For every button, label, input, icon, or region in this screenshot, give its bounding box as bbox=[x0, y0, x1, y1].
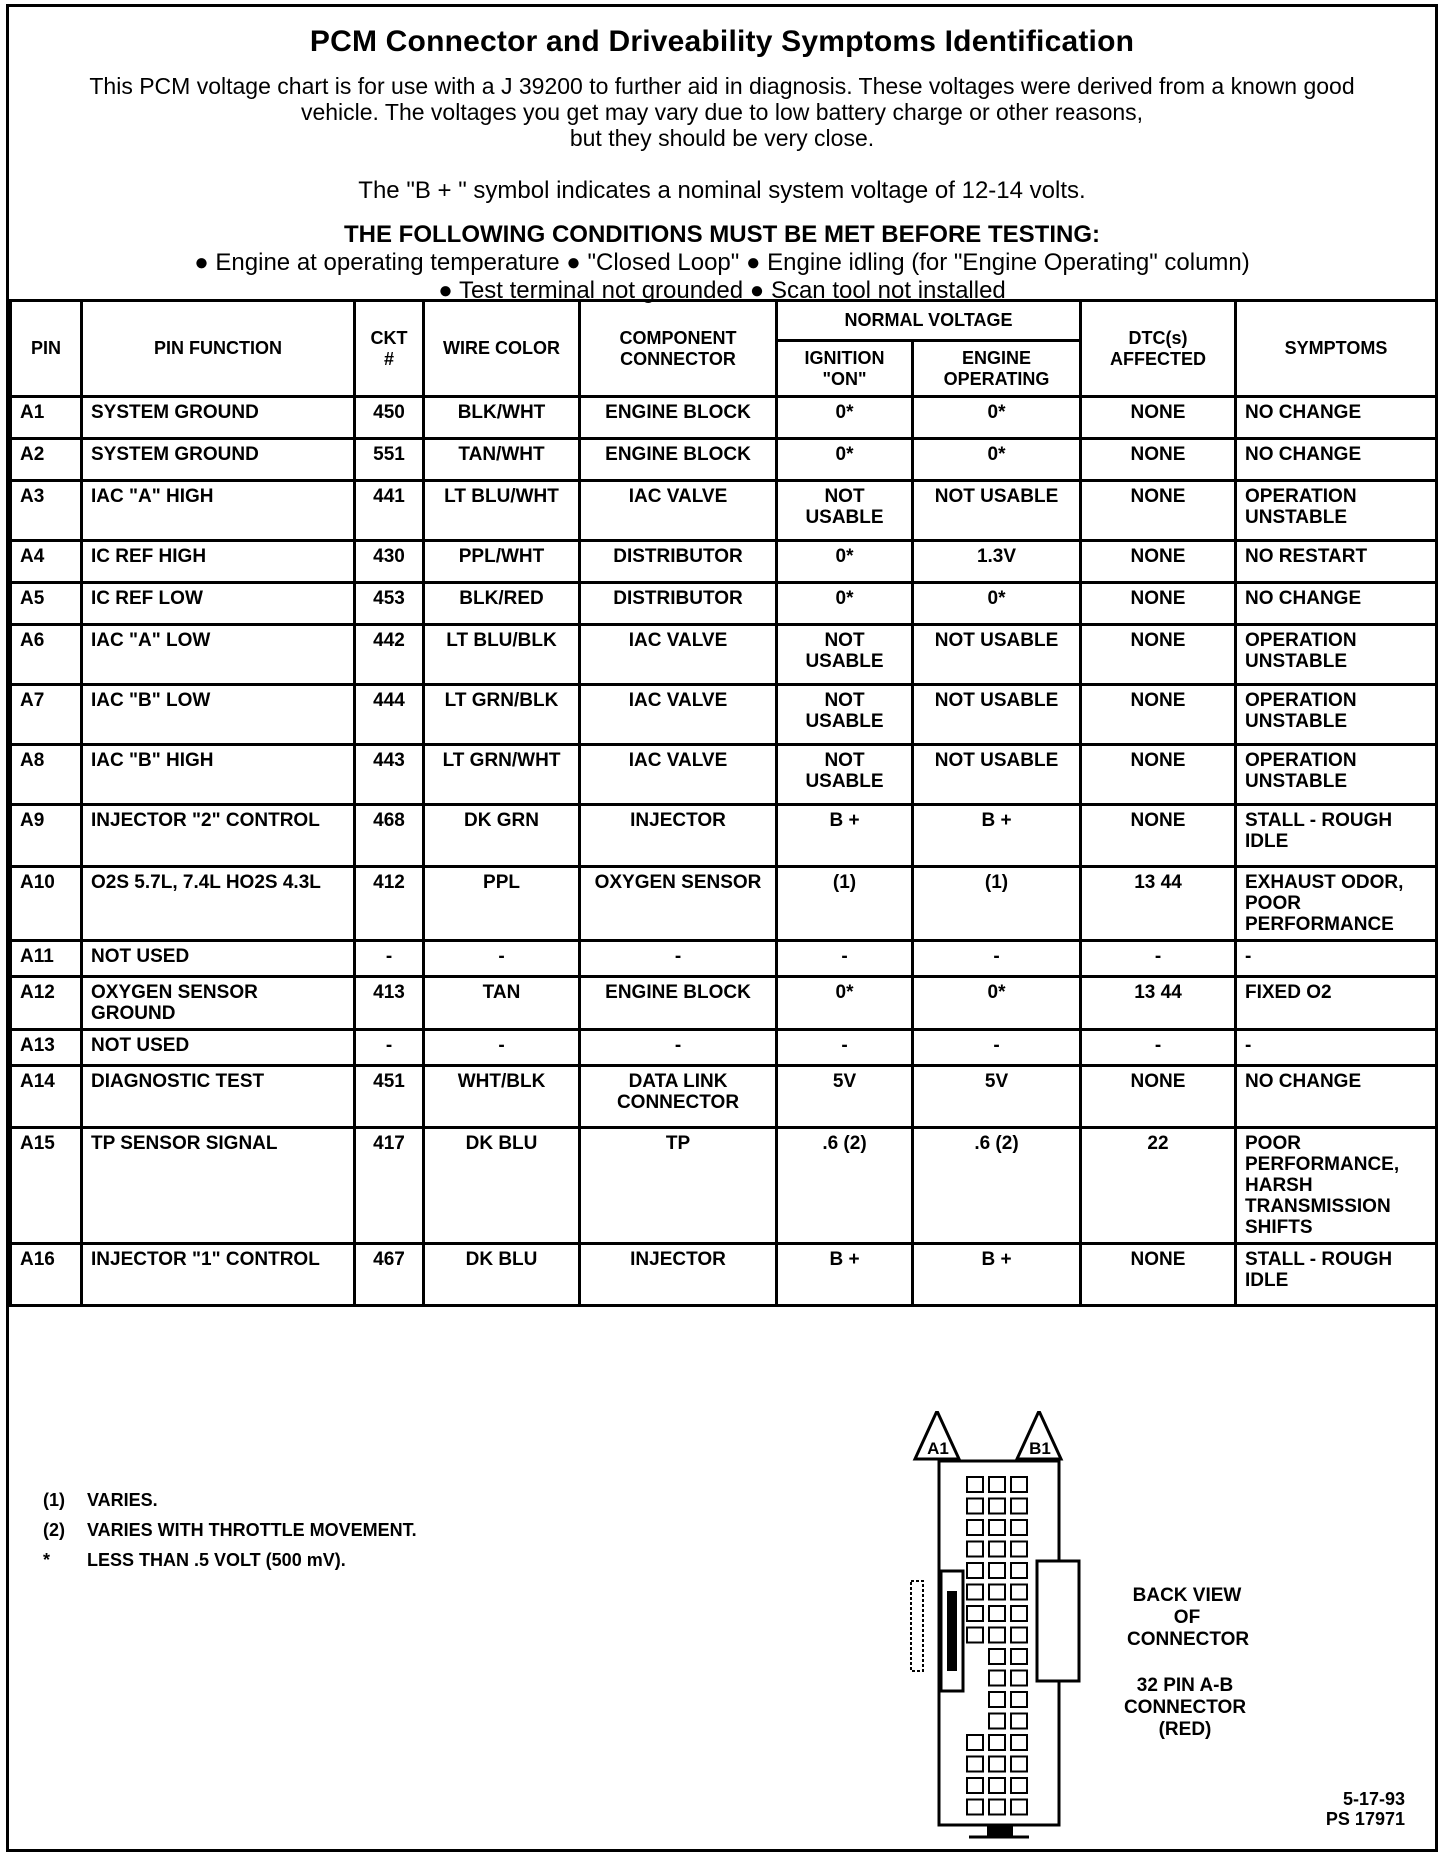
connector-pin-cavity bbox=[989, 1628, 1005, 1643]
cell-comp: INJECTOR bbox=[580, 805, 777, 867]
cell-ign: NOT USABLE bbox=[777, 481, 913, 541]
footnotes bbox=[43, 1485, 417, 1575]
cell-wire: BLK/RED bbox=[424, 583, 580, 625]
table-row bbox=[11, 1030, 1437, 1066]
cell-comp: ENGINE BLOCK bbox=[580, 977, 777, 1030]
conditions-line-1: ● Engine at operating temperature ● "Closed Loop" ● Engine idling (for "Engine Operating" column) bbox=[194, 249, 1250, 276]
cell-dtc: NONE bbox=[1081, 583, 1236, 625]
cell-pin: A1 bbox=[11, 397, 82, 439]
conditions-title: THE FOLLOWING CONDITIONS MUST BE MET BEFORE TESTING: bbox=[344, 221, 1100, 248]
cell-wire: PPL bbox=[424, 867, 580, 941]
cell-comp: OXYGEN SENSOR bbox=[580, 867, 777, 941]
header-symptoms: SYMPTOMS bbox=[1236, 301, 1437, 397]
connector-pin-cavity bbox=[967, 1520, 983, 1535]
connector-pin-cavity bbox=[989, 1649, 1005, 1664]
cell-func: IAC "A" LOW bbox=[82, 625, 355, 685]
cell-pin: A10 bbox=[11, 867, 82, 941]
cell-dtc: - bbox=[1081, 1030, 1236, 1066]
cell-ckt: 551 bbox=[355, 439, 424, 481]
cell-comp: ENGINE BLOCK bbox=[580, 439, 777, 481]
connector-pin-cavity bbox=[989, 1563, 1005, 1578]
connector-pin-cavity bbox=[967, 1800, 983, 1815]
cell-func: TP SENSOR SIGNAL bbox=[82, 1128, 355, 1244]
connector-pin-cavity bbox=[989, 1714, 1005, 1729]
connector-pin-cavity bbox=[989, 1606, 1005, 1621]
connector-pin-cavity bbox=[967, 1606, 983, 1621]
connector-pin-cavity bbox=[1011, 1692, 1027, 1707]
table-row bbox=[11, 977, 1437, 1030]
cell-comp: IAC VALVE bbox=[580, 745, 777, 805]
cell-func: IAC "B" HIGH bbox=[82, 745, 355, 805]
cell-eng: 0* bbox=[913, 397, 1081, 439]
stamp-date: 5-17-93 bbox=[1342, 1789, 1405, 1809]
cell-wire: LT GRN/BLK bbox=[424, 685, 580, 745]
cell-sym: POOR PERFORMANCE, HARSH TRANSMISSION SHIFTS bbox=[1236, 1128, 1437, 1244]
cell-wire: DK GRN bbox=[424, 805, 580, 867]
connector-pin-cavity bbox=[989, 1542, 1005, 1557]
connector-pin-cavity bbox=[989, 1735, 1005, 1750]
connector-pin-cavity bbox=[1011, 1606, 1027, 1621]
header-normal-voltage: NORMAL VOLTAGE bbox=[777, 301, 1081, 341]
table-row bbox=[11, 625, 1437, 685]
footnote bbox=[43, 1485, 417, 1515]
table-row bbox=[11, 397, 1437, 439]
cell-eng: NOT USABLE bbox=[913, 685, 1081, 745]
cell-ckt: 442 bbox=[355, 625, 424, 685]
footnote-text: VARIES WITH THROTTLE MOVEMENT. bbox=[87, 1520, 417, 1540]
cell-dtc: NONE bbox=[1081, 439, 1236, 481]
cell-comp: DISTRIBUTOR bbox=[580, 541, 777, 583]
cell-dtc: NONE bbox=[1081, 625, 1236, 685]
intro-text: This PCM voltage chart is for use with a J 39200 to further aid in diagnosis. These voltages were derived from a known good vehicle. The voltages you get may vary due to low battery charge or other reasons, bbox=[89, 73, 1355, 125]
cell-pin: A7 bbox=[11, 685, 82, 745]
cell-ign: (1) bbox=[777, 867, 913, 941]
cell-ign: .6 (2) bbox=[777, 1128, 913, 1244]
connector-pin-cavity bbox=[989, 1757, 1005, 1772]
cell-pin: A4 bbox=[11, 541, 82, 583]
cell-eng: 5V bbox=[913, 1066, 1081, 1128]
cell-wire: DK BLU bbox=[424, 1128, 580, 1244]
connector-pin-cavity bbox=[989, 1499, 1005, 1514]
table-row bbox=[11, 941, 1437, 977]
cell-wire: - bbox=[424, 1030, 580, 1066]
cell-wire: LT BLU/WHT bbox=[424, 481, 580, 541]
header-dtc: DTC(s) AFFECTED bbox=[1081, 301, 1236, 397]
cell-pin: A8 bbox=[11, 745, 82, 805]
cell-func: INJECTOR "2" CONTROL bbox=[82, 805, 355, 867]
table-row bbox=[11, 1244, 1437, 1306]
cell-ckt: 441 bbox=[355, 481, 424, 541]
connector-pin-cavity bbox=[1011, 1477, 1027, 1492]
cell-sym: STALL - ROUGH IDLE bbox=[1236, 805, 1437, 867]
cell-wire: TAN bbox=[424, 977, 580, 1030]
header-engine-operating: ENGINE OPERATING bbox=[913, 341, 1081, 397]
cell-dtc: NONE bbox=[1081, 745, 1236, 805]
header-ckt: CKT # bbox=[355, 301, 424, 397]
cell-eng: .6 (2) bbox=[913, 1128, 1081, 1244]
cell-ckt: 430 bbox=[355, 541, 424, 583]
cell-pin: A6 bbox=[11, 625, 82, 685]
cell-ckt: 443 bbox=[355, 745, 424, 805]
cell-func: IAC "B" LOW bbox=[82, 685, 355, 745]
cell-ign: B + bbox=[777, 1244, 913, 1306]
cell-func: NOT USED bbox=[82, 941, 355, 977]
cell-wire: TAN/WHT bbox=[424, 439, 580, 481]
connector-pin-cavity bbox=[1011, 1714, 1027, 1729]
connector-pin-cavity bbox=[989, 1477, 1005, 1492]
cell-sym: NO CHANGE bbox=[1236, 583, 1437, 625]
cell-pin: A3 bbox=[11, 481, 82, 541]
cell-sym: NO CHANGE bbox=[1236, 439, 1437, 481]
connector-latch bbox=[1037, 1561, 1079, 1681]
cell-wire: PPL/WHT bbox=[424, 541, 580, 583]
cell-comp: DISTRIBUTOR bbox=[580, 583, 777, 625]
pin-b1-label: B1 bbox=[1029, 1439, 1051, 1458]
connector-pin-cavity bbox=[1011, 1499, 1027, 1514]
table-row bbox=[11, 583, 1437, 625]
document-stamp bbox=[1326, 1789, 1405, 1829]
cell-func: INJECTOR "1" CONTROL bbox=[82, 1244, 355, 1306]
cell-ckt: - bbox=[355, 1030, 424, 1066]
cell-dtc: - bbox=[1081, 941, 1236, 977]
cell-sym: - bbox=[1236, 1030, 1437, 1066]
pcm-table-body bbox=[11, 397, 1437, 1306]
cell-sym: - bbox=[1236, 941, 1437, 977]
cell-ckt: 453 bbox=[355, 583, 424, 625]
connector-pin-cavity bbox=[989, 1671, 1005, 1686]
back-view-label: BACK VIEW OF CONNECTOR bbox=[1127, 1585, 1250, 1650]
cell-sym: EXHAUST ODOR, POOR PERFORMANCE bbox=[1236, 867, 1437, 941]
connector-pin-cavity bbox=[989, 1800, 1005, 1815]
footnote-mark: * bbox=[43, 1550, 51, 1570]
cell-func: IC REF LOW bbox=[82, 583, 355, 625]
footnote bbox=[43, 1515, 417, 1545]
header-ignition-on: IGNITION "ON" bbox=[777, 341, 913, 397]
cell-eng: NOT USABLE bbox=[913, 625, 1081, 685]
cell-pin: A9 bbox=[11, 805, 82, 867]
connector-pin-cavity bbox=[1011, 1563, 1027, 1578]
cell-func: O2S 5.7L, 7.4L HO2S 4.3L bbox=[82, 867, 355, 941]
cell-pin: A15 bbox=[11, 1128, 82, 1244]
cell-sym: OPERATION UNSTABLE bbox=[1236, 745, 1437, 805]
connector-pin-cavity bbox=[1011, 1585, 1027, 1600]
cell-ign: - bbox=[777, 941, 913, 977]
cell-func: SYSTEM GROUND bbox=[82, 397, 355, 439]
connector-pin-cavity bbox=[1011, 1649, 1027, 1664]
footer-section bbox=[9, 1405, 1435, 1849]
connector-pin-cavity bbox=[1011, 1757, 1027, 1772]
connector-pin-cavity bbox=[1011, 1520, 1027, 1535]
bplus-note: The "B + " symbol indicates a nominal system voltage of 12-14 volts. bbox=[358, 177, 1086, 204]
table-row bbox=[11, 805, 1437, 867]
conditions-line-2: ● Test terminal not grounded ● Scan tool not installed bbox=[438, 277, 1006, 304]
table-row bbox=[11, 685, 1437, 745]
cell-pin: A5 bbox=[11, 583, 82, 625]
cell-ign: 5V bbox=[777, 1066, 913, 1128]
cell-dtc: NONE bbox=[1081, 397, 1236, 439]
cell-eng: B + bbox=[913, 1244, 1081, 1306]
connector-pin-cavity bbox=[989, 1520, 1005, 1535]
page-title: PCM Connector and Driveability Symptoms Identification bbox=[309, 25, 1135, 58]
cell-comp: IAC VALVE bbox=[580, 685, 777, 745]
pcm-table bbox=[9, 299, 1438, 1307]
cell-wire: LT BLU/BLK bbox=[424, 625, 580, 685]
cell-sym: NO CHANGE bbox=[1236, 1066, 1437, 1128]
cell-ckt: 413 bbox=[355, 977, 424, 1030]
footnote-mark: (2) bbox=[43, 1520, 65, 1540]
connector-pin-cavity bbox=[1011, 1542, 1027, 1557]
table-row bbox=[11, 439, 1437, 481]
cell-comp: IAC VALVE bbox=[580, 625, 777, 685]
table-row bbox=[11, 481, 1437, 541]
cell-comp: - bbox=[580, 941, 777, 977]
cell-dtc: NONE bbox=[1081, 805, 1236, 867]
header-pin-function: PIN FUNCTION bbox=[82, 301, 355, 397]
cell-eng: - bbox=[913, 1030, 1081, 1066]
table-row bbox=[11, 867, 1437, 941]
cell-ign: 0* bbox=[777, 439, 913, 481]
cell-eng: (1) bbox=[913, 867, 1081, 941]
table-row bbox=[11, 1128, 1437, 1244]
cell-dtc: NONE bbox=[1081, 541, 1236, 583]
connector-pin-cavity bbox=[967, 1542, 983, 1557]
cell-ckt: 412 bbox=[355, 867, 424, 941]
cell-sym: NO CHANGE bbox=[1236, 397, 1437, 439]
cell-func: IAC "A" HIGH bbox=[82, 481, 355, 541]
footnote-mark: (1) bbox=[43, 1490, 65, 1510]
connector-pin-cavity bbox=[1011, 1800, 1027, 1815]
cell-comp: IAC VALVE bbox=[580, 481, 777, 541]
connector-pin-cavity bbox=[1011, 1735, 1027, 1750]
cell-ign: NOT USABLE bbox=[777, 625, 913, 685]
cell-eng: 0* bbox=[913, 583, 1081, 625]
cell-wire: - bbox=[424, 941, 580, 977]
cell-pin: A11 bbox=[11, 941, 82, 977]
header-pin: PIN bbox=[11, 301, 82, 397]
connector-pin-cavity bbox=[967, 1757, 983, 1772]
cell-dtc: 13 44 bbox=[1081, 977, 1236, 1030]
cell-ign: - bbox=[777, 1030, 913, 1066]
connector-rib bbox=[911, 1581, 923, 1671]
cell-ign: 0* bbox=[777, 541, 913, 583]
cell-eng: NOT USABLE bbox=[913, 745, 1081, 805]
cell-ign: NOT USABLE bbox=[777, 685, 913, 745]
connector-pin-cavity bbox=[967, 1477, 983, 1492]
connector-pin-cavity bbox=[967, 1499, 983, 1514]
cell-ign: 0* bbox=[777, 583, 913, 625]
table-row bbox=[11, 745, 1437, 805]
cell-eng: NOT USABLE bbox=[913, 481, 1081, 541]
header-component-connector: COMPONENT CONNECTOR bbox=[580, 301, 777, 397]
connector-pin-cavity bbox=[1011, 1671, 1027, 1686]
cell-comp: TP bbox=[580, 1128, 777, 1244]
connector-pin-cavity bbox=[967, 1778, 983, 1793]
cell-func: SYSTEM GROUND bbox=[82, 439, 355, 481]
table-row bbox=[11, 1066, 1437, 1128]
cell-dtc: NONE bbox=[1081, 1066, 1236, 1128]
cell-func: DIAGNOSTIC TEST bbox=[82, 1066, 355, 1128]
cell-ckt: 450 bbox=[355, 397, 424, 439]
cell-comp: DATA LINK CONNECTOR bbox=[580, 1066, 777, 1128]
cell-ign: NOT USABLE bbox=[777, 745, 913, 805]
cell-dtc: NONE bbox=[1081, 685, 1236, 745]
cell-pin: A16 bbox=[11, 1244, 82, 1306]
document-page bbox=[6, 4, 1438, 1852]
cell-pin: A14 bbox=[11, 1066, 82, 1128]
cell-comp: INJECTOR bbox=[580, 1244, 777, 1306]
cell-wire: WHT/BLK bbox=[424, 1066, 580, 1128]
connector-pin-cavity bbox=[1011, 1778, 1027, 1793]
connector-pin-cavity bbox=[967, 1563, 983, 1578]
cell-eng: - bbox=[913, 941, 1081, 977]
cell-sym: FIXED O2 bbox=[1236, 977, 1437, 1030]
footnote-text: VARIES. bbox=[87, 1490, 158, 1510]
cell-wire: BLK/WHT bbox=[424, 397, 580, 439]
cell-ign: 0* bbox=[777, 977, 913, 1030]
cell-ign: 0* bbox=[777, 397, 913, 439]
cell-wire: DK BLU bbox=[424, 1244, 580, 1306]
connector-pin-cavity bbox=[989, 1778, 1005, 1793]
cell-pin: A2 bbox=[11, 439, 82, 481]
cell-ckt: 467 bbox=[355, 1244, 424, 1306]
cell-sym: OPERATION UNSTABLE bbox=[1236, 685, 1437, 745]
header-wire-color: WIRE COLOR bbox=[424, 301, 580, 397]
cell-ckt: 417 bbox=[355, 1128, 424, 1244]
connector-pin-cavity bbox=[1011, 1628, 1027, 1643]
cell-dtc: NONE bbox=[1081, 481, 1236, 541]
cell-eng: 0* bbox=[913, 439, 1081, 481]
cell-dtc: 22 bbox=[1081, 1128, 1236, 1244]
cell-pin: A13 bbox=[11, 1030, 82, 1066]
header-section bbox=[9, 7, 1435, 305]
cell-dtc: 13 44 bbox=[1081, 867, 1236, 941]
cell-sym: NO RESTART bbox=[1236, 541, 1437, 583]
intro-text-end: but they should be very close. bbox=[569, 125, 875, 151]
cell-func: OXYGEN SENSOR GROUND bbox=[82, 977, 355, 1030]
footnote-text: LESS THAN .5 VOLT (500 mV). bbox=[87, 1550, 346, 1570]
connector-label: 32 PIN A-B CONNECTOR (RED) bbox=[1123, 1675, 1247, 1740]
cell-ckt: 444 bbox=[355, 685, 424, 745]
cell-sym: OPERATION UNSTABLE bbox=[1236, 625, 1437, 685]
cell-ign: B + bbox=[777, 805, 913, 867]
pin-a1-label: A1 bbox=[927, 1439, 949, 1458]
connector-pin-cavity bbox=[967, 1735, 983, 1750]
connector-pin-cavity bbox=[989, 1585, 1005, 1600]
footnote bbox=[43, 1545, 417, 1575]
cell-pin: A12 bbox=[11, 977, 82, 1030]
cell-comp: - bbox=[580, 1030, 777, 1066]
cell-eng: 1.3V bbox=[913, 541, 1081, 583]
cell-ckt: 451 bbox=[355, 1066, 424, 1128]
cell-eng: 0* bbox=[913, 977, 1081, 1030]
cell-ckt: 468 bbox=[355, 805, 424, 867]
cell-wire: LT GRN/WHT bbox=[424, 745, 580, 805]
cell-func: NOT USED bbox=[82, 1030, 355, 1066]
connector-pin-cavity bbox=[967, 1628, 983, 1643]
table-row bbox=[11, 541, 1437, 583]
cell-sym: OPERATION UNSTABLE bbox=[1236, 481, 1437, 541]
cell-sym: STALL - ROUGH IDLE bbox=[1236, 1244, 1437, 1306]
connector-pin-cavity bbox=[989, 1692, 1005, 1707]
cell-func: IC REF HIGH bbox=[82, 541, 355, 583]
cell-dtc: NONE bbox=[1081, 1244, 1236, 1306]
cell-eng: B + bbox=[913, 805, 1081, 867]
connector-pin-cavity bbox=[967, 1585, 983, 1600]
stamp-code: PS 17971 bbox=[1325, 1809, 1405, 1829]
cell-ckt: - bbox=[355, 941, 424, 977]
cell-comp: ENGINE BLOCK bbox=[580, 397, 777, 439]
